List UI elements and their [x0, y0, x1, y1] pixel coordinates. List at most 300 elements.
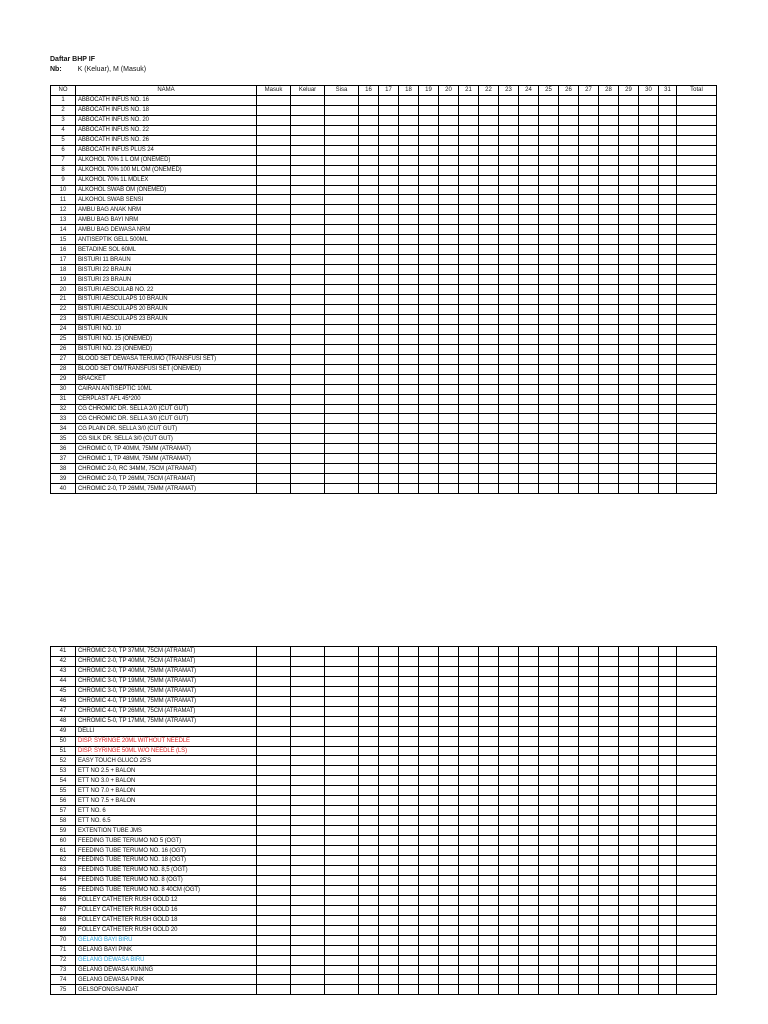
- item-name: CAIRAN ANTISEPTIC 10ML: [76, 384, 257, 394]
- empty-cell: [325, 414, 359, 424]
- empty-cell: [419, 846, 439, 856]
- empty-cell: [419, 155, 439, 165]
- empty-cell: [539, 895, 559, 905]
- empty-cell: [359, 676, 379, 686]
- empty-cell: [399, 915, 419, 925]
- empty-cell: [559, 235, 579, 245]
- table-row: [51, 975, 717, 985]
- empty-cell: [499, 846, 519, 856]
- empty-cell: [479, 155, 499, 165]
- empty-cell: [359, 454, 379, 464]
- empty-cell: [559, 856, 579, 866]
- empty-cell: [499, 885, 519, 895]
- empty-cell: [439, 806, 459, 816]
- empty-cell: [579, 384, 599, 394]
- empty-cell: [479, 145, 499, 155]
- empty-cell: [419, 354, 439, 364]
- empty-cell: [539, 185, 559, 195]
- empty-cell: [539, 255, 559, 265]
- empty-cell: [419, 895, 439, 905]
- empty-cell: [325, 726, 359, 736]
- empty-cell: [479, 324, 499, 334]
- empty-cell: [291, 647, 325, 657]
- empty-cell: [499, 826, 519, 836]
- table-row: [51, 334, 717, 344]
- empty-cell: [459, 756, 479, 766]
- row-number: 11: [51, 195, 76, 205]
- empty-cell: [459, 304, 479, 314]
- empty-cell: [677, 95, 717, 105]
- empty-cell: [291, 354, 325, 364]
- empty-cell: [579, 985, 599, 995]
- empty-cell: [459, 245, 479, 255]
- empty-cell: [659, 354, 677, 364]
- empty-cell: [257, 225, 291, 235]
- empty-cell: [519, 865, 539, 875]
- item-name: DELLI: [76, 726, 257, 736]
- empty-cell: [559, 255, 579, 265]
- empty-cell: [291, 676, 325, 686]
- empty-cell: [399, 354, 419, 364]
- empty-cell: [459, 414, 479, 424]
- empty-cell: [459, 205, 479, 215]
- empty-cell: [399, 215, 419, 225]
- empty-cell: [439, 935, 459, 945]
- empty-cell: [419, 334, 439, 344]
- empty-cell: [539, 925, 559, 935]
- legend-text: K (Keluar), M (Masuk): [77, 66, 147, 73]
- empty-cell: [359, 806, 379, 816]
- item-name: BRACKET: [76, 374, 257, 384]
- empty-cell: [379, 666, 399, 676]
- table-row: [51, 955, 717, 965]
- table-row: [51, 105, 717, 115]
- empty-cell: [559, 676, 579, 686]
- table-row: [51, 905, 717, 915]
- row-number: 46: [51, 696, 76, 706]
- row-number: 45: [51, 686, 76, 696]
- empty-cell: [559, 165, 579, 175]
- empty-cell: [325, 145, 359, 155]
- empty-cell: [639, 125, 659, 135]
- empty-cell: [639, 836, 659, 846]
- empty-cell: [379, 275, 399, 285]
- row-number: 26: [51, 344, 76, 354]
- empty-cell: [479, 474, 499, 484]
- item-name: CHROMIC 2-0, TP 26MM, 75CM (ATRAMAT): [76, 474, 257, 484]
- empty-cell: [257, 975, 291, 985]
- empty-cell: [257, 647, 291, 657]
- column-header: NO: [51, 86, 76, 96]
- empty-cell: [519, 324, 539, 334]
- empty-cell: [677, 434, 717, 444]
- empty-cell: [479, 115, 499, 125]
- empty-cell: [639, 776, 659, 786]
- empty-cell: [325, 706, 359, 716]
- empty-cell: [459, 985, 479, 995]
- empty-cell: [539, 746, 559, 756]
- empty-cell: [379, 265, 399, 275]
- empty-cell: [539, 225, 559, 235]
- empty-cell: [419, 125, 439, 135]
- empty-cell: [399, 766, 419, 776]
- empty-cell: [519, 235, 539, 245]
- empty-cell: [639, 364, 659, 374]
- empty-cell: [519, 354, 539, 364]
- empty-cell: [359, 816, 379, 826]
- empty-cell: [639, 925, 659, 935]
- empty-cell: [291, 856, 325, 866]
- empty-cell: [325, 215, 359, 225]
- empty-cell: [639, 975, 659, 985]
- empty-cell: [359, 275, 379, 285]
- empty-cell: [479, 344, 499, 354]
- empty-cell: [439, 205, 459, 215]
- empty-cell: [659, 185, 677, 195]
- empty-cell: [359, 384, 379, 394]
- empty-cell: [257, 125, 291, 135]
- empty-cell: [359, 195, 379, 205]
- empty-cell: [639, 464, 659, 474]
- empty-cell: [325, 865, 359, 875]
- empty-cell: [579, 245, 599, 255]
- empty-cell: [619, 746, 639, 756]
- empty-cell: [519, 215, 539, 225]
- empty-cell: [559, 404, 579, 414]
- empty-cell: [439, 756, 459, 766]
- row-number: 8: [51, 165, 76, 175]
- empty-cell: [659, 484, 677, 494]
- row-number: 12: [51, 205, 76, 215]
- item-name: CHROMIC 3-0, TP 19MM, 75MM (ATRAMAT): [76, 676, 257, 686]
- empty-cell: [619, 796, 639, 806]
- empty-cell: [379, 696, 399, 706]
- empty-cell: [379, 484, 399, 494]
- empty-cell: [291, 444, 325, 454]
- column-header: 25: [539, 86, 559, 96]
- empty-cell: [479, 647, 499, 657]
- empty-cell: [539, 245, 559, 255]
- empty-cell: [519, 285, 539, 295]
- empty-cell: [479, 135, 499, 145]
- empty-cell: [257, 816, 291, 826]
- empty-cell: [599, 414, 619, 424]
- empty-cell: [325, 905, 359, 915]
- empty-cell: [459, 454, 479, 464]
- row-number: 75: [51, 985, 76, 995]
- table-row: [51, 195, 717, 205]
- item-name: GELSOFONGSANDAT: [76, 985, 257, 995]
- empty-cell: [499, 816, 519, 826]
- empty-cell: [579, 666, 599, 676]
- empty-cell: [291, 434, 325, 444]
- empty-cell: [677, 716, 717, 726]
- empty-cell: [419, 215, 439, 225]
- empty-cell: [439, 666, 459, 676]
- empty-cell: [619, 285, 639, 295]
- empty-cell: [257, 295, 291, 305]
- empty-cell: [459, 334, 479, 344]
- empty-cell: [639, 656, 659, 666]
- empty-cell: [659, 115, 677, 125]
- empty-cell: [257, 925, 291, 935]
- empty-cell: [639, 706, 659, 716]
- empty-cell: [599, 945, 619, 955]
- empty-cell: [479, 434, 499, 444]
- empty-cell: [599, 195, 619, 205]
- empty-cell: [479, 935, 499, 945]
- empty-cell: [419, 135, 439, 145]
- empty-cell: [559, 846, 579, 856]
- empty-cell: [479, 656, 499, 666]
- empty-cell: [559, 796, 579, 806]
- empty-cell: [539, 324, 559, 334]
- empty-cell: [659, 205, 677, 215]
- empty-cell: [579, 706, 599, 716]
- empty-cell: [379, 875, 399, 885]
- empty-cell: [579, 676, 599, 686]
- empty-cell: [619, 756, 639, 766]
- item-name: BISTURI NO. 23 (ONEMED): [76, 344, 257, 354]
- empty-cell: [359, 444, 379, 454]
- table-row: [51, 295, 717, 305]
- empty-cell: [619, 135, 639, 145]
- empty-cell: [677, 885, 717, 895]
- empty-cell: [399, 965, 419, 975]
- empty-cell: [519, 935, 539, 945]
- empty-cell: [479, 746, 499, 756]
- empty-cell: [639, 175, 659, 185]
- empty-cell: [499, 95, 519, 105]
- item-name: GELANG DEWASA PINK: [76, 975, 257, 985]
- empty-cell: [519, 155, 539, 165]
- empty-cell: [599, 95, 619, 105]
- empty-cell: [659, 344, 677, 354]
- item-name: ETT NO. 6.5: [76, 816, 257, 826]
- empty-cell: [499, 384, 519, 394]
- item-name: BLOOD SET OM/TRANSFUSI SET (ONEMED): [76, 364, 257, 374]
- empty-cell: [619, 324, 639, 334]
- empty-cell: [599, 726, 619, 736]
- table-row: [51, 856, 717, 866]
- empty-cell: [619, 295, 639, 305]
- empty-cell: [639, 215, 659, 225]
- empty-cell: [325, 404, 359, 414]
- empty-cell: [359, 836, 379, 846]
- empty-cell: [499, 165, 519, 175]
- empty-cell: [379, 235, 399, 245]
- empty-cell: [419, 324, 439, 334]
- item-name: FEEDING TUBE TERUMO NO. 8 40CM (OGT): [76, 885, 257, 895]
- empty-cell: [379, 205, 399, 215]
- empty-cell: [559, 115, 579, 125]
- empty-cell: [499, 295, 519, 305]
- empty-cell: [499, 786, 519, 796]
- empty-cell: [619, 895, 639, 905]
- empty-cell: [677, 895, 717, 905]
- empty-cell: [599, 454, 619, 464]
- empty-cell: [359, 925, 379, 935]
- empty-cell: [599, 955, 619, 965]
- empty-cell: [519, 95, 539, 105]
- empty-cell: [499, 464, 519, 474]
- empty-cell: [519, 836, 539, 846]
- row-number: 57: [51, 806, 76, 816]
- empty-cell: [257, 836, 291, 846]
- row-number: 74: [51, 975, 76, 985]
- empty-cell: [359, 484, 379, 494]
- empty-cell: [639, 965, 659, 975]
- empty-cell: [499, 314, 519, 324]
- empty-cell: [579, 935, 599, 945]
- empty-cell: [325, 985, 359, 995]
- empty-cell: [579, 374, 599, 384]
- empty-cell: [677, 816, 717, 826]
- table-row: [51, 215, 717, 225]
- row-number: 53: [51, 766, 76, 776]
- empty-cell: [519, 195, 539, 205]
- empty-cell: [519, 826, 539, 836]
- empty-cell: [639, 885, 659, 895]
- empty-cell: [519, 676, 539, 686]
- empty-cell: [257, 384, 291, 394]
- empty-cell: [559, 304, 579, 314]
- empty-cell: [499, 676, 519, 686]
- empty-cell: [519, 666, 539, 676]
- item-name: ETT NO 7.0 + BALON: [76, 786, 257, 796]
- empty-cell: [599, 826, 619, 836]
- empty-cell: [639, 404, 659, 414]
- empty-cell: [359, 686, 379, 696]
- empty-cell: [519, 786, 539, 796]
- empty-cell: [677, 414, 717, 424]
- empty-cell: [439, 776, 459, 786]
- empty-cell: [399, 285, 419, 295]
- empty-cell: [399, 394, 419, 404]
- empty-cell: [399, 324, 419, 334]
- empty-cell: [639, 865, 659, 875]
- empty-cell: [559, 666, 579, 676]
- empty-cell: [519, 895, 539, 905]
- row-number: 47: [51, 706, 76, 716]
- item-name: AMBU BAG BAYI NRM: [76, 215, 257, 225]
- empty-cell: [579, 716, 599, 726]
- empty-cell: [659, 145, 677, 155]
- row-number: 15: [51, 235, 76, 245]
- empty-cell: [399, 145, 419, 155]
- empty-cell: [639, 806, 659, 816]
- empty-cell: [659, 474, 677, 484]
- item-name: CHROMIC 2-0, TP 37MM, 75CM (ATRAMAT): [76, 647, 257, 657]
- item-name: ABBOCATH INFUS PLUS 24: [76, 145, 257, 155]
- empty-cell: [499, 145, 519, 155]
- empty-cell: [579, 404, 599, 414]
- empty-cell: [459, 925, 479, 935]
- empty-cell: [619, 806, 639, 816]
- empty-cell: [399, 135, 419, 145]
- empty-cell: [659, 394, 677, 404]
- empty-cell: [257, 885, 291, 895]
- row-number: 29: [51, 374, 76, 384]
- empty-cell: [379, 786, 399, 796]
- item-name: GELANG BAYI PINK: [76, 945, 257, 955]
- empty-cell: [619, 464, 639, 474]
- empty-cell: [677, 424, 717, 434]
- empty-cell: [291, 816, 325, 826]
- empty-cell: [359, 434, 379, 444]
- empty-cell: [539, 364, 559, 374]
- empty-cell: [579, 115, 599, 125]
- empty-cell: [439, 245, 459, 255]
- empty-cell: [619, 314, 639, 324]
- column-header: 27: [579, 86, 599, 96]
- empty-cell: [257, 796, 291, 806]
- table-row: [51, 374, 717, 384]
- empty-cell: [559, 464, 579, 474]
- empty-cell: [291, 245, 325, 255]
- empty-cell: [499, 454, 519, 464]
- empty-cell: [579, 165, 599, 175]
- empty-cell: [291, 125, 325, 135]
- table-row: [51, 125, 717, 135]
- empty-cell: [659, 135, 677, 145]
- empty-cell: [659, 175, 677, 185]
- empty-cell: [559, 384, 579, 394]
- table-row: [51, 716, 717, 726]
- empty-cell: [677, 786, 717, 796]
- empty-cell: [499, 354, 519, 364]
- item-name: ABBOCATH INFUS NO. 16: [76, 95, 257, 105]
- empty-cell: [599, 275, 619, 285]
- empty-cell: [479, 464, 499, 474]
- empty-cell: [519, 225, 539, 235]
- empty-cell: [399, 756, 419, 766]
- empty-cell: [539, 464, 559, 474]
- empty-cell: [519, 656, 539, 666]
- item-name: BLOOD SET DEWASA TERUMO (TRANSFUSI SET): [76, 354, 257, 364]
- empty-cell: [359, 965, 379, 975]
- empty-cell: [639, 324, 659, 334]
- empty-cell: [479, 125, 499, 135]
- empty-cell: [291, 394, 325, 404]
- empty-cell: [479, 756, 499, 766]
- empty-cell: [499, 324, 519, 334]
- column-header: Keluar: [291, 86, 325, 96]
- empty-cell: [257, 394, 291, 404]
- empty-cell: [519, 726, 539, 736]
- empty-cell: [379, 975, 399, 985]
- empty-cell: [499, 245, 519, 255]
- empty-cell: [379, 454, 399, 464]
- empty-cell: [459, 686, 479, 696]
- empty-cell: [559, 895, 579, 905]
- empty-cell: [379, 225, 399, 235]
- empty-cell: [419, 314, 439, 324]
- empty-cell: [379, 115, 399, 125]
- empty-cell: [639, 165, 659, 175]
- empty-cell: [519, 314, 539, 324]
- empty-cell: [459, 255, 479, 265]
- empty-cell: [479, 696, 499, 706]
- empty-cell: [659, 404, 677, 414]
- empty-cell: [579, 905, 599, 915]
- empty-cell: [479, 454, 499, 464]
- empty-cell: [599, 786, 619, 796]
- empty-cell: [479, 846, 499, 856]
- empty-cell: [539, 404, 559, 414]
- empty-cell: [291, 786, 325, 796]
- empty-cell: [559, 265, 579, 275]
